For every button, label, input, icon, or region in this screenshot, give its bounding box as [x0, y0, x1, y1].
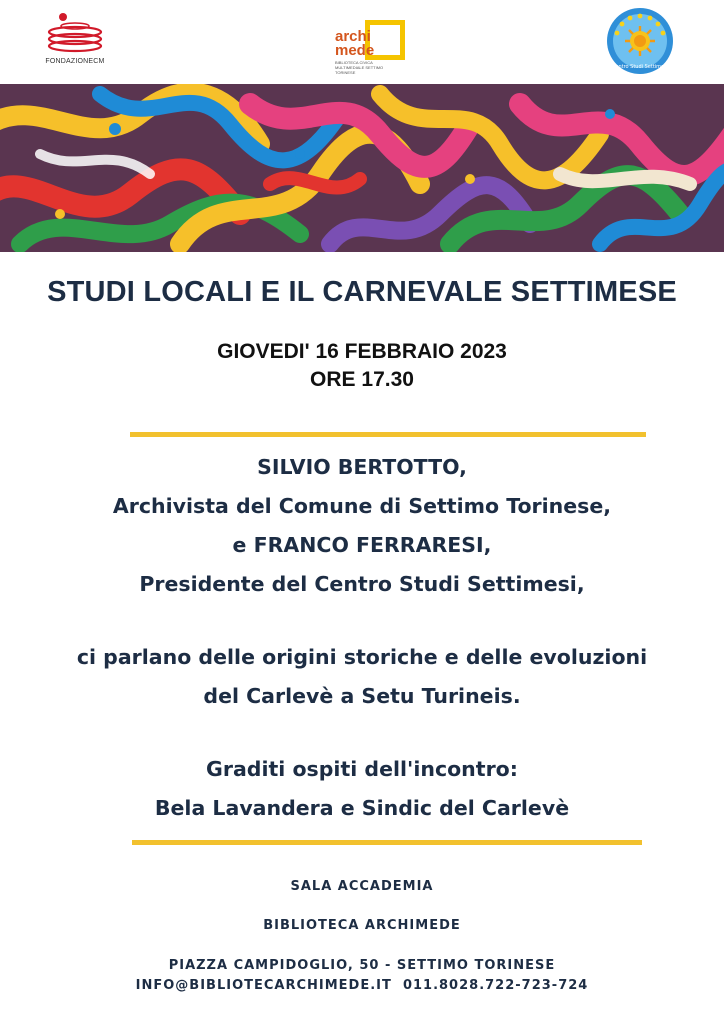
fondazione-name: FONDAZIONECM: [45, 58, 105, 65]
speaker-2-role: Presidente del Centro Studi Settimesi,: [139, 572, 585, 596]
logo-row: [0, 0, 724, 84]
speaker-1-role: Archivista del Comune di Settimo Torinese,: [112, 494, 612, 518]
centro-studi-text: Centro Studi Settimesi: [611, 64, 669, 70]
archimede-word-1: archi: [335, 28, 371, 45]
fondazione-logo-icon: [45, 10, 105, 56]
speaker-2-name: FRANCO FERRARESI,: [253, 533, 492, 557]
venue-contacts: [0, 978, 724, 993]
description-line-2: del Carlevè a Setu Turineis.: [203, 684, 521, 708]
spacer: [0, 716, 724, 750]
carnival-streamers-banner: [0, 84, 724, 252]
sun-seal-icon: [605, 6, 675, 76]
archimede-logo: [333, 20, 405, 75]
divider-top: [130, 432, 646, 437]
guests-names: Bela Lavandera e Sindic del Carlevè: [154, 796, 570, 820]
streamers-image: [0, 84, 724, 252]
event-description: [0, 448, 724, 828]
speaker-2-prefix: e: [232, 533, 254, 557]
event-date: GIOVEDI' 16 FEBBRAIO 2023: [217, 340, 507, 363]
guests-heading: Graditi ospiti dell'incontro:: [206, 757, 518, 781]
speaker-1-name: SILVIO BERTOTTO,: [257, 455, 467, 479]
event-datetime: [0, 338, 724, 394]
contact-phone[interactable]: 011.8028.722-723-724: [402, 978, 589, 993]
archimede-subtitle: BIBLIOTECA CIVICA MULTIMEDIALE SETTIMO TORINESE: [335, 60, 384, 75]
description-line-1: ci parlano delle origini storiche e delle evoluzioni: [76, 645, 648, 669]
event-title: STUDI LOCALI E IL CARNEVALE SETTIMESE: [47, 276, 677, 308]
speaker-2-line: [0, 526, 724, 565]
venue-room: SALA ACCADEMIA: [290, 879, 434, 894]
divider-bottom: [132, 840, 642, 845]
fondazione-ecm-logo: [38, 10, 112, 72]
venue-library: BIBLIOTECA ARCHIMEDE: [263, 918, 461, 933]
event-time: ORE 17.30: [310, 368, 414, 391]
centro-studi-settimesi-logo: [605, 6, 675, 76]
spacer: [0, 604, 724, 638]
contact-email[interactable]: INFO@BIBLIOTECARCHIMEDE.IT: [135, 978, 392, 993]
venue-address: PIAZZA CAMPIDOGLIO, 50 - SETTIMO TORINESE: [168, 958, 556, 973]
archimede-word-2: mede: [335, 42, 375, 59]
